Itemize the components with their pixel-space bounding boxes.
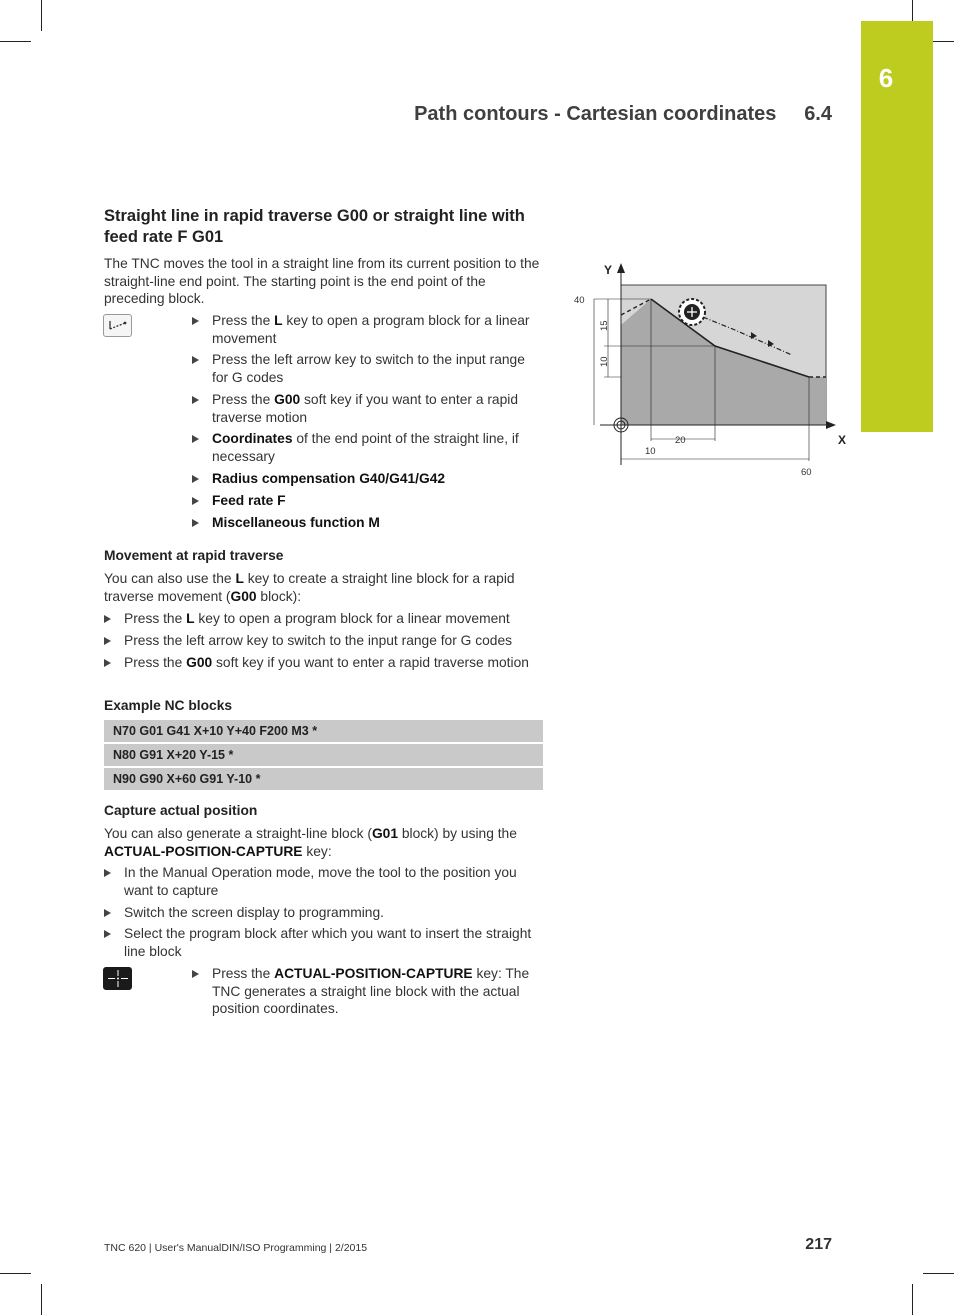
rapid-heading: Movement at rapid traverse [104,548,284,563]
bullet-triangle-icon [192,356,199,364]
capture-crosshair-symbol [104,968,131,989]
crop-mark [41,0,42,31]
step-text-part: key to open a program block for a linear movement [194,611,510,626]
step-text [212,312,542,347]
step-text-part: Press the left arrow key to switch to the input range for G codes [212,352,525,385]
x-axis-label: X [838,433,847,447]
step-text-key: Feed rate F [212,493,286,508]
step-text-key: L [274,313,283,328]
crop-mark [0,1273,31,1274]
step-text-part: key to open a program block for a linear movement [212,313,530,346]
step-text: Switch the screen display to programming. [124,905,384,920]
nc-block-text: N80 G91 X+20 Y-15 * [113,748,234,762]
actual-position-capture-key-icon [103,967,132,990]
step-text-part: Press the [124,655,187,670]
rapid-text-key: L [235,571,244,586]
step-text: key: The TNC generates a straight line block with the actual position coordinates. [212,966,530,1017]
crop-mark [0,41,31,42]
step-text [124,632,544,650]
step-text-key: Coordinates [212,431,293,446]
step-text [212,470,542,488]
step-text-part: soft key if you want to enter a rapid traverse motion [212,655,529,670]
step-text-key: G00 [274,392,301,407]
step-text: Select the program block after which you want to insert the straight line block [124,926,532,959]
chapter-tab [861,21,933,432]
step-text [212,514,542,532]
step-text-key: L [186,611,195,626]
step-text [124,654,544,672]
dim-label-60: 60 [801,467,812,478]
capture-paragraph [104,825,544,860]
step-text-part: Press the [124,611,187,626]
step-text-part: Press the [212,313,275,328]
step-text-key: ACTUAL-POSITION-CAPTURE [274,966,473,981]
bullet-triangle-icon [192,396,199,404]
section-heading: Straight line in rapid traverse G00 or straight line with feed rate F G01 [104,207,525,246]
bullet-triangle-icon [192,435,199,443]
rapid-text: You can also use the [104,571,236,586]
crop-mark [912,1284,913,1315]
bullet-triangle-icon [192,497,199,505]
linear-move-key-icon [103,314,132,337]
step-text-key: Miscellaneous function M [212,515,380,530]
bullet-triangle-icon [192,475,199,483]
bullet-triangle-icon [104,615,111,623]
step-text-part: Press the left arrow key to switch to the input range for G codes [124,633,513,648]
step-text-part: Press the [212,392,275,407]
bullet-triangle-icon [104,659,111,667]
bullet-triangle-icon [104,930,111,938]
page-number: 217 [805,1236,832,1253]
step-text [212,492,542,510]
dim-label-10: 10 [599,356,610,367]
running-header [300,103,832,126]
step-text [212,430,542,465]
capture-text-key: G01 [371,826,399,841]
bullet-triangle-icon [104,869,111,877]
step-text [124,610,544,628]
rapid-text: key to create a straight line block for a rapid traverse movement ( [104,571,515,604]
step-text-part: soft key if you want to enter a rapid traverse motion [212,392,519,425]
y-axis-label: Y [604,263,613,277]
step-text: In the Manual Operation mode, move the tool to the position you want to capture [124,865,517,898]
step-text [212,351,542,386]
y-axis-arrow-icon [617,263,625,273]
milling-tool-icon [679,299,705,325]
nc-block [104,744,543,766]
step-text-key: G00 [186,655,213,670]
dim-label-20: 20 [675,435,686,446]
bullet-triangle-icon [192,970,199,978]
rapid-text: block): [256,588,302,604]
nc-block [104,720,543,742]
capture-key-step-text [212,965,542,1018]
capture-text: You can also generate a straight-line block ( [104,826,372,841]
intro-paragraph: The TNC moves the tool in a straight line from its current position to the straight-line end point. The starting point is the end point of the preceding block. [104,256,540,307]
path-contour-diagram [560,255,860,485]
nc-block [104,768,543,790]
header-title: Path contours - Cartesian coordinates [414,103,777,125]
crop-mark [41,1284,42,1315]
capture-text-key: ACTUAL-POSITION-CAPTURE [104,843,303,859]
bullet-triangle-icon [104,637,111,645]
dim-label-40: 40 [574,295,585,306]
capture-text: key: [302,843,332,859]
linear-move-symbol [104,315,131,336]
bullet-triangle-icon [104,909,111,917]
step-text [212,391,542,426]
step-text: Press the [212,966,275,981]
header-section: 6.4 [804,103,832,125]
footer-text: TNC 620 | User's ManualDIN/ISO Programming | 2/2015 [104,1242,368,1254]
dim-label-x10: 10 [645,446,656,457]
x-axis-arrow-icon [826,421,836,429]
step-text-key: Radius compensation G40/G41/G42 [212,471,446,486]
capture-text: block) by using the [398,826,517,841]
rapid-text-key: G00 [230,588,257,604]
nc-block-text: N70 G01 G41 X+10 Y+40 F200 M3 * [113,724,318,738]
chapter-number: 6 [878,63,894,93]
dim-label-15: 15 [599,320,610,331]
bullet-triangle-icon [192,519,199,527]
rapid-paragraph [104,570,544,605]
crop-mark [923,1273,954,1274]
example-heading: Example NC blocks [104,698,233,713]
bullet-triangle-icon [192,317,199,325]
nc-block-text: N90 G90 X+60 G91 Y-10 * [113,772,261,786]
capture-heading: Capture actual position [104,803,258,818]
step-text-part: of the end point of the straight line, if necessary [212,431,519,464]
